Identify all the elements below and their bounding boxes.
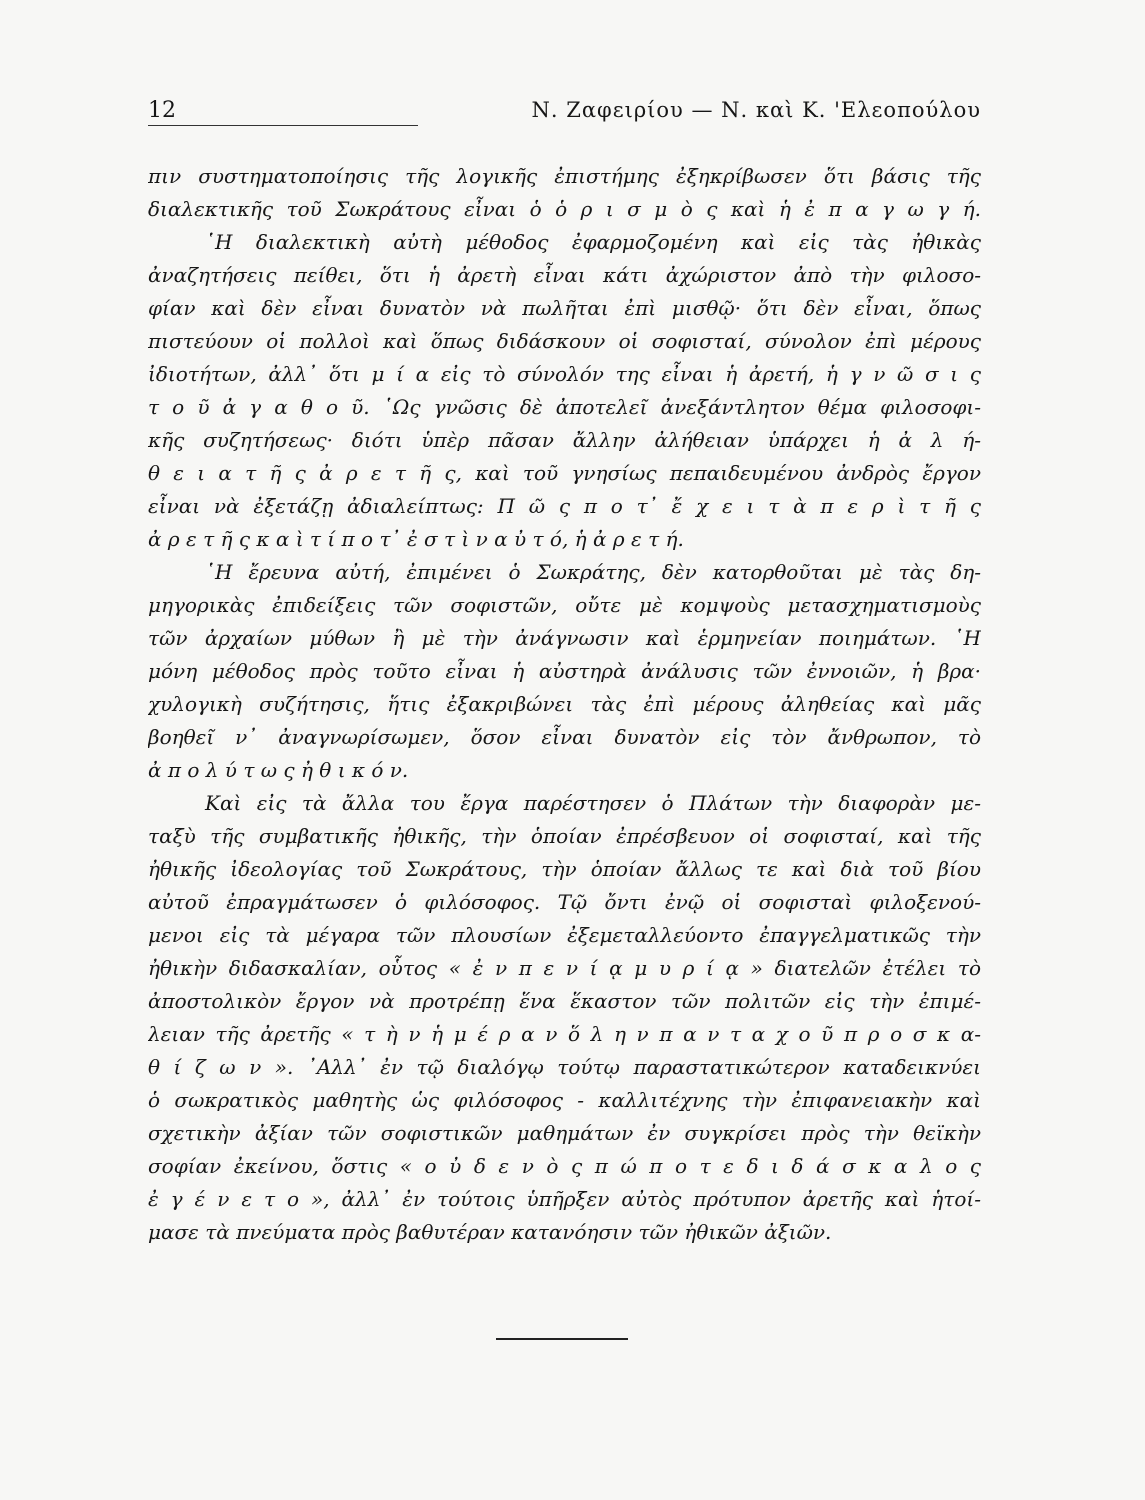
text-line: σοφίαν ἐκείνου, ὅστις « ο ὐ δ ε ν ὸ ς π ώ π ο τ ε δ ι δ ά σ κ α λ ο ς [148, 1154, 981, 1178]
text-line: πιν συστηματοποίησις τῆς λογικῆς ἐπιστήμης ἐξηκρίβωσεν ὅτι βάσις τῆς [148, 164, 981, 188]
page-header [148, 98, 981, 128]
text-line: ὁ σωκρατικὸς μαθητὴς ὡς φιλόσοφος - καλλιτέχνης τὴν ἐπιφανειακὴν καὶ [148, 1088, 981, 1112]
text-line: εἶναι νὰ ἐξετάζῃ ἀδιαλείπτως: Π ῶ ς π ο τ᾽ ἔ χ ε ι τ ὰ π ε ρ ὶ τ ῆ ς [148, 494, 981, 518]
header-rule [148, 125, 418, 126]
text-line: ἀ π ο λ ύ τ ω ς ἠ θ ι κ ό ν. [148, 758, 409, 782]
page-number: 12 [148, 98, 176, 123]
text-line: ἀναζητήσεις πείθει, ὅτι ἡ ἀρετὴ εἶναι κάτι ἀχώριστον ἀπὸ τὴν φιλοσο- [148, 263, 981, 287]
text-line: φίαν καὶ δὲν εἶναι δυνατὸν νὰ πωλῆται ἐπὶ μισθῷ· ὅτι δὲν εἶναι, ὅπως [148, 296, 981, 320]
text-line: μηγορικὰς ἐπιδείξεις τῶν σοφιστῶν, οὔτε μὲ κομψοὺς μετασχηματισμοὺς [148, 593, 981, 617]
text-line: βοηθεῖ ν᾽ ἀναγνωρίσωμεν, ὅσον εἶναι δυνατὸν εἰς τὸν ἄνθρωπον, τὸ [148, 725, 981, 749]
text-line: ἠθικῆς ἰδεολογίας τοῦ Σωκράτους, τὴν ὁποίαν ἄλλως τε καὶ διὰ τοῦ βίου [148, 857, 981, 881]
body-text [148, 160, 981, 1249]
text-line: τ ο ῦ ἀ γ α θ ο ῦ. ῾Ως γνῶσις δὲ ἀποτελεῖ ἀνεξάντλητον θέμα φιλοσοφι- [148, 395, 981, 419]
text-line: διαλεκτικῆς τοῦ Σωκράτους εἶναι ὁ ὁ ρ ι σ μ ὸ ς καὶ ἡ ἐ π α γ ω γ ή. [148, 197, 981, 221]
text-line: ῾Η διαλεκτικὴ αὐτὴ μέθοδος ἐφαρμοζομένη καὶ εἰς τὰς ἠθικὰς [205, 230, 981, 254]
text-line: μόνη μέθοδος πρὸς τοῦτο εἶναι ἡ αὐστηρὰ ἀνάλυσις τῶν ἐννοιῶν, ἡ βρα· [148, 659, 981, 683]
text-line: πιστεύουν οἱ πολλοὶ καὶ ὅπως διδάσκουν οἱ σοφισταί, σύνολον ἐπὶ μέρους [148, 329, 981, 353]
text-line: ἐ γ έ ν ε τ ο », ἀλλ᾽ ἐν τούτοις ὑπῆρξεν αὐτὸς πρότυπον ἀρετῆς καὶ ἡτοί- [148, 1187, 981, 1211]
running-head: Ν. Ζαφειρίου — Ν. καὶ Κ. 'Ελεοπούλου [531, 98, 981, 122]
text-line: θ ε ι α τ ῆ ς ἀ ρ ε τ ῆ ς, καὶ τοῦ γνησίως πεπαιδευμένου ἀνδρὸς ἔργον [148, 461, 981, 485]
text-line: ἠθικὴν διδασκαλίαν, οὗτος « ἐ ν π ε ν ί ᾳ μ υ ρ ί ᾳ » διατελῶν ἐτέλει τὸ [148, 956, 981, 980]
text-line: ῾Η ἔρευνα αὐτή, ἐπιμένει ὁ Σωκράτης, δὲν κατορθοῦται μὲ τὰς δη- [205, 560, 981, 584]
text-line: ἀ ρ ε τ ῆ ς κ α ὶ τ ί π ο τ᾽ ἐ σ τ ὶ ν α ὐ τ ό, ἡ ἀ ρ ε τ ή. [148, 527, 684, 551]
text-line: ἰδιοτήτων, ἀλλ᾽ ὅτι μ ί α εἰς τὸ σύνολόν της εἶναι ἡ ἀρετή, ἡ γ ν ῶ σ ι ς [148, 362, 981, 386]
text-line: κῆς συζητήσεως· διότι ὑπὲρ πᾶσαν ἄλλην ἀλήθειαν ὑπάρχει ἡ ἀ λ ή- [148, 428, 981, 452]
text-line: αὐτοῦ ἐπραγμάτωσεν ὁ φιλόσοφος. Τῷ ὄντι ἐνῷ οἱ σοφισταὶ φιλοξενού- [148, 890, 981, 914]
text-line: Καὶ εἰς τὰ ἄλλα του ἔργα παρέστησεν ὁ Πλάτων τὴν διαφορὰν με- [205, 791, 981, 815]
text-line: ἀποστολικὸν ἔργον νὰ προτρέπῃ ἕνα ἕκαστον τῶν πολιτῶν εἰς τὴν ἐπιμέ- [148, 989, 981, 1013]
end-rule [496, 1338, 628, 1340]
text-line: χυλογικὴ συζήτησις, ἥτις ἐξακριβώνει τὰς ἐπὶ μέρους ἀληθείας καὶ μᾶς [148, 692, 981, 716]
text-line: μενοι εἰς τὰ μέγαρα τῶν πλουσίων ἐξεμεταλλεύοντο ἐπαγγελματικῶς τὴν [148, 923, 981, 947]
text-line: μασε τὰ πνεύματα πρὸς βαθυτέραν κατανόησιν τῶν ἠθικῶν ἀξιῶν. [148, 1220, 832, 1244]
text-line: τῶν ἀρχαίων μύθων ἢ μὲ τὴν ἀνάγνωσιν καὶ ἑρμηνείαν ποιημάτων. ῾Η [148, 626, 981, 650]
text-line: λειαν τῆς ἀρετῆς « τ ὴ ν ἡ μ έ ρ α ν ὅ λ η ν π α ν τ α χ ο ῦ π ρ ο σ κ α- [148, 1022, 981, 1046]
text-line: θ ί ζ ω ν ». ᾿Αλλ᾽ ἐν τῷ διαλόγῳ τούτῳ παραστατικώτερον καταδεικνύει [148, 1055, 981, 1079]
text-line: σχετικὴν ἀξίαν τῶν σοφιστικῶν μαθημάτων ἐν συγκρίσει πρὸς τὴν θεϊκὴν [148, 1121, 981, 1145]
text-line: ταξὺ τῆς συμβατικῆς ἠθικῆς, τὴν ὁποίαν ἐπρέσβευον οἱ σοφισταί, καὶ τῆς [148, 824, 981, 848]
